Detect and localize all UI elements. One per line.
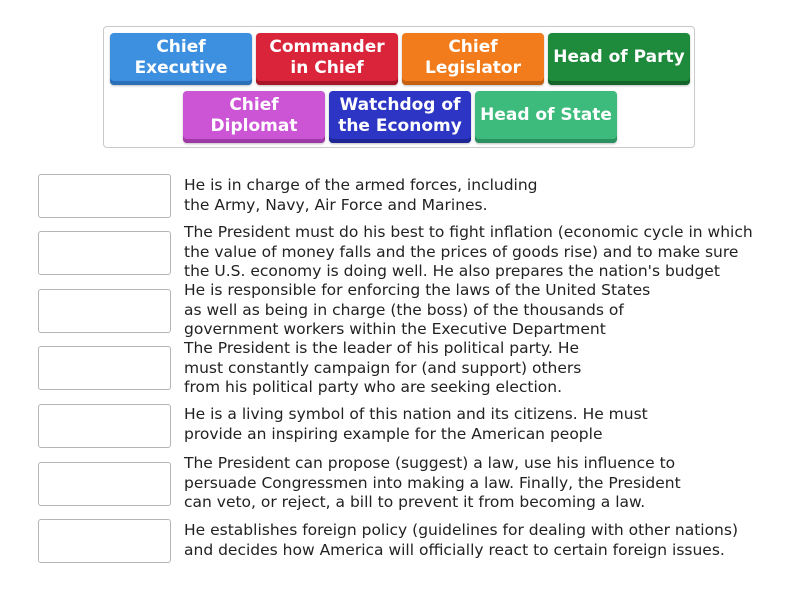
clue-text-1: He is in charge of the armed forces, including the Army, Navy, Air Force and Marines. (184, 176, 538, 214)
drop-zone-4[interactable] (38, 346, 171, 390)
drop-zone-7[interactable] (38, 519, 171, 563)
clue-text-3: He is responsible for enforcing the laws of the United States as well as being in charge (the boss) of the thousands of government workers within the Executive Department (184, 281, 651, 338)
tile-chief-executive[interactable]: Chief Executive (110, 33, 252, 85)
clue-text-6: The President can propose (suggest) a law, use his influence to persuade Congressmen into making a law. Finally, the President can veto, or reject, a bill to prevent it from becoming a law. (184, 454, 681, 511)
tile-chief-legislator[interactable]: Chief Legislator (402, 33, 544, 85)
answer-bank (103, 26, 695, 148)
clue-text-4: The President is the leader of his political party. He must constantly campaign for (and support) others from his political party who are seeking election. (184, 339, 582, 396)
tile-head-of-state[interactable]: Head of State (475, 91, 617, 143)
drop-zone-3[interactable] (38, 289, 171, 333)
tile-watchdog-of-the-economy[interactable]: Watchdog of the Economy (329, 91, 471, 143)
tile-commander-in-chief[interactable]: Commander in Chief (256, 33, 398, 85)
clue-text-2: The President must do his best to fight inflation (economic cycle in which the value of money falls and the prices of goods rise) and to make sure the U.S. economy is doing well. He also prepares the nation's budget (184, 223, 753, 280)
clue-text-5: He is a living symbol of this nation and its citizens. He must provide an inspiring example for the American people (184, 405, 648, 443)
clue-text-7: He establishes foreign policy (guidelines for dealing with other nations) and decides how America will officially react to certain foreign issues. (184, 521, 739, 559)
drop-zone-2[interactable] (38, 231, 171, 275)
drop-zone-5[interactable] (38, 404, 171, 448)
drop-zone-6[interactable] (38, 462, 171, 506)
tile-head-of-party[interactable]: Head of Party (548, 33, 690, 85)
tile-chief-diplomat[interactable]: Chief Diplomat (183, 91, 325, 143)
drop-zone-1[interactable] (38, 174, 171, 218)
